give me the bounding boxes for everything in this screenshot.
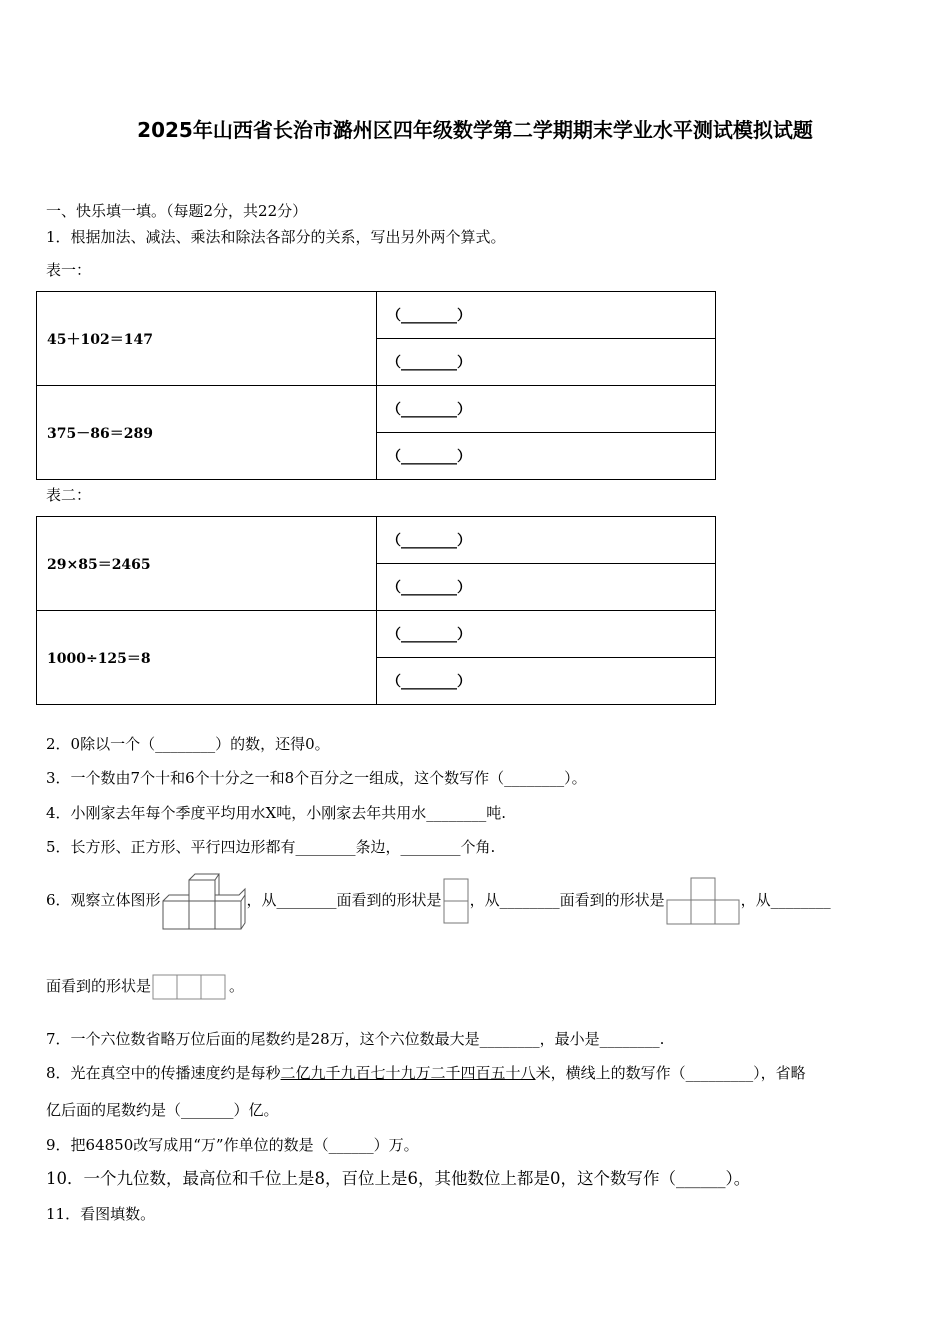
q8-underlined-number: 二亿九千九百七十九万二千四百五十八 xyxy=(280,1064,536,1082)
answer-blank[interactable]: （________） xyxy=(377,433,716,480)
answer-blank[interactable]: （________） xyxy=(377,611,716,658)
answer-blank[interactable]: （________） xyxy=(377,658,716,705)
question-10: 10．一个九位数，最高位和千位上是8，百位上是6，其他数位上都是0，这个数写作（______）。 xyxy=(46,1169,751,1188)
question-2: 2．0除以一个（________）的数，还得0。 xyxy=(46,735,330,753)
question-1: 1．根据加法、减法、乘法和除法各部分的关系，写出另外两个算式。 xyxy=(46,228,506,246)
question-5: 5．长方形、正方形、平行四边形都有________条边，________个角. xyxy=(46,838,496,856)
table1-label: 表一： xyxy=(46,261,92,279)
answer-blank[interactable]: （________） xyxy=(377,517,716,564)
q6-text: ，从________面看到的形状是 xyxy=(246,891,442,909)
question-8 xyxy=(46,1063,806,1083)
view-shape-row-icon xyxy=(151,973,229,1001)
q6-text: 。 xyxy=(229,977,245,995)
question-8-continued: 亿后面的尾数约是（_______）亿。 xyxy=(46,1101,279,1119)
question-7: 7．一个六位数省略万位后面的尾数约是28万，这个六位数最大是________，最小是________. xyxy=(46,1030,665,1048)
page-title: 2025年山西省长治市潞州区四年级数学第二学期期末学业水平测试模拟试题 xyxy=(137,118,813,142)
q6-text: ，从________面看到的形状是 xyxy=(469,891,665,909)
question-3: 3．一个数由7个十和6个十分之一和8个百分之一组成，这个数写作（________）。 xyxy=(46,769,587,787)
question-9: 9．把64850改写成用“万”作单位的数是（______）万。 xyxy=(46,1136,419,1154)
view-shape-t-icon xyxy=(665,876,741,926)
solid-figure-icon xyxy=(161,871,247,931)
expression: 375－86＝289 xyxy=(37,386,377,480)
answer-blank[interactable]: （________） xyxy=(377,339,716,386)
question-6-continued xyxy=(46,968,244,1004)
table-2 xyxy=(36,516,716,705)
answer-blank[interactable]: （________） xyxy=(377,564,716,611)
answer-blank[interactable]: （________） xyxy=(377,292,716,339)
q8-text: 8．光在真空中的传播速度约是每秒 xyxy=(46,1064,281,1082)
q6-text: ，从________ xyxy=(740,891,831,909)
table-1 xyxy=(36,291,716,480)
expression: 29×85＝2465 xyxy=(37,517,377,611)
table2-label: 表二： xyxy=(46,486,92,504)
answer-blank[interactable]: （________） xyxy=(377,386,716,433)
expression: 45＋102＝147 xyxy=(37,292,377,386)
question-11: 11．看图填数。 xyxy=(46,1205,156,1223)
q6-text: 面看到的形状是 xyxy=(46,977,152,995)
section-heading: 一、快乐填一填。（每题2分，共22分） xyxy=(46,202,308,220)
view-shape-vertical-icon xyxy=(442,877,470,925)
question-6 xyxy=(46,870,831,931)
question-4: 4．小刚家去年每个季度平均用水X吨，小刚家去年共用水________吨. xyxy=(46,804,506,822)
q8-text: 米，横线上的数写作（_________），省略 xyxy=(535,1064,806,1082)
q6-text: 6．观察立体图形 xyxy=(46,891,161,909)
expression: 1000÷125＝8 xyxy=(37,611,377,705)
